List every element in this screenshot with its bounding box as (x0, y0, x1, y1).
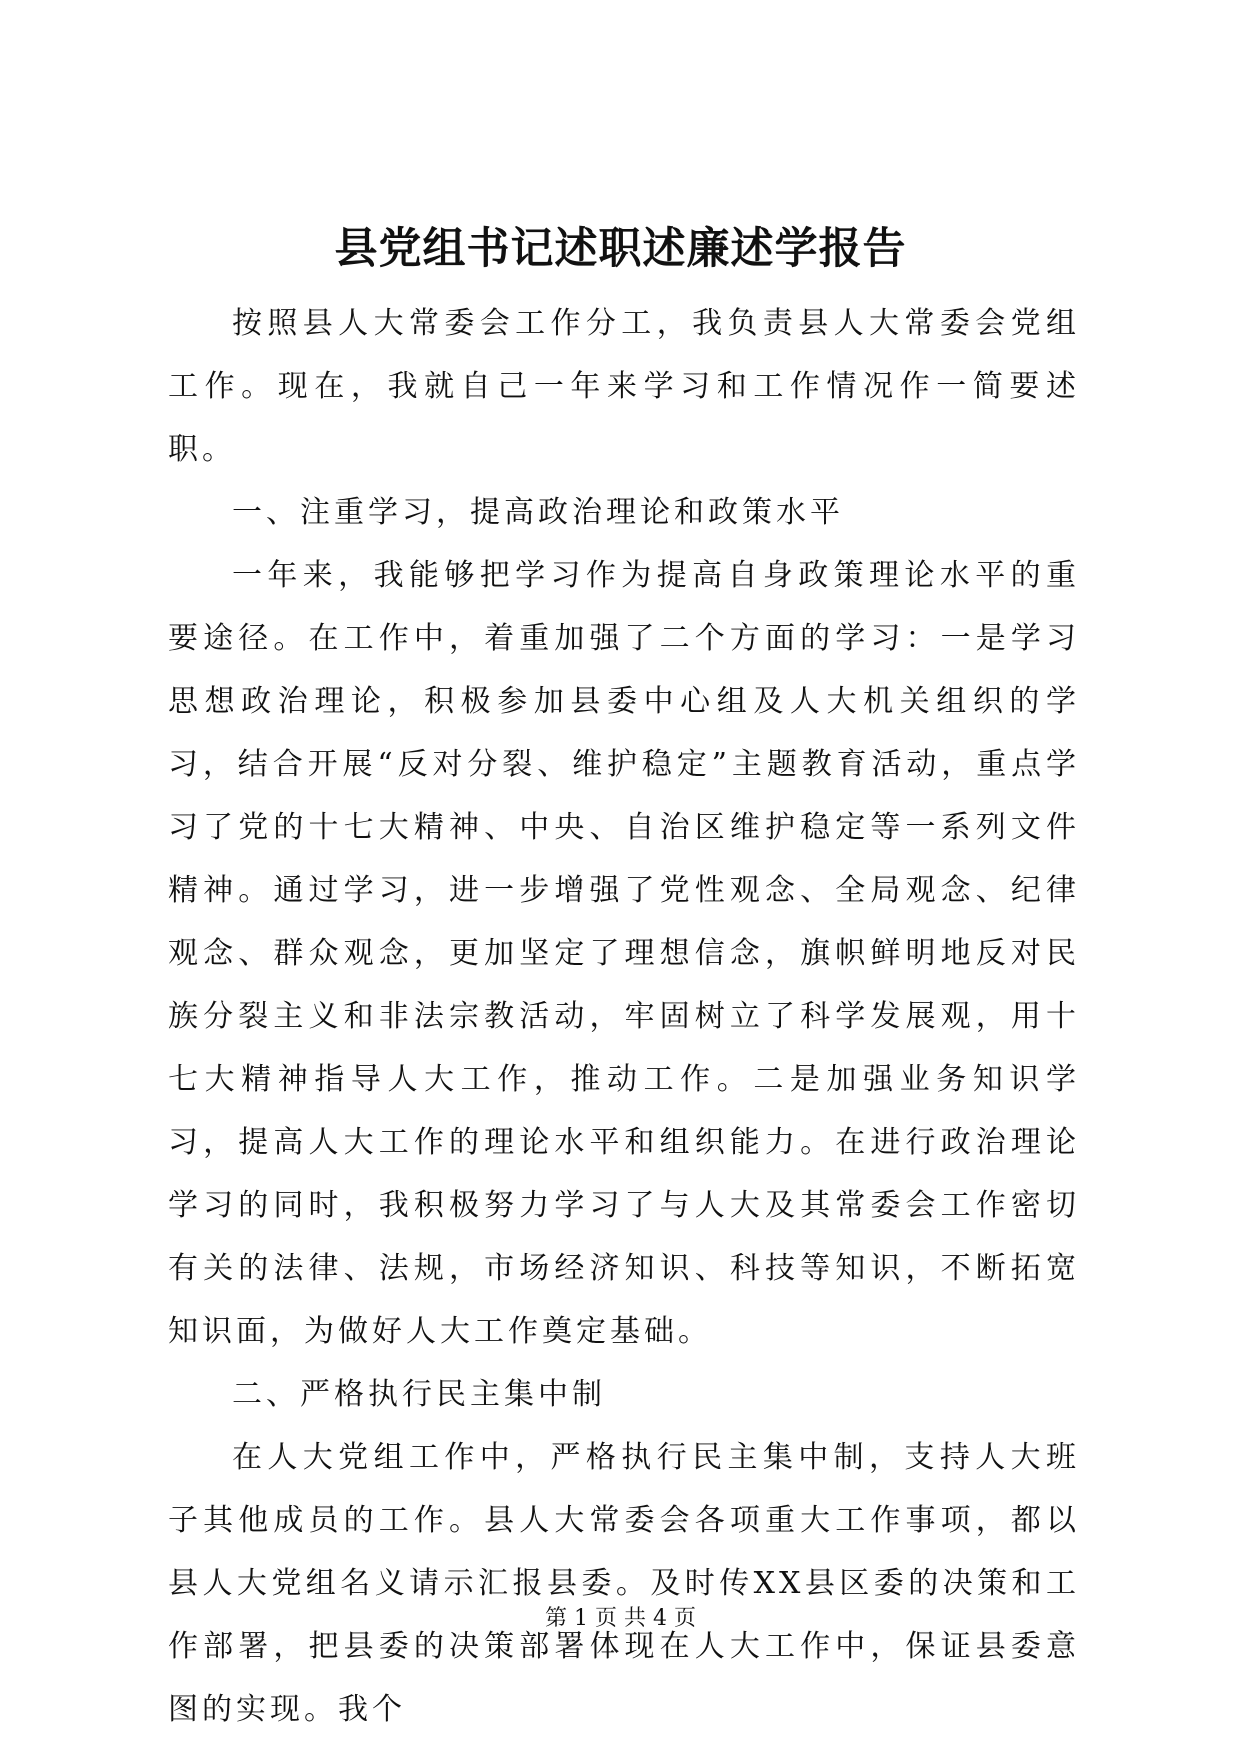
section-heading-1: 一、注重学习，提高政治理论和政策水平 (232, 495, 844, 530)
section-heading-2: 二、严格执行民主集中制 (232, 1377, 606, 1412)
page-footer: 第 1 页 共 4 页 (545, 1606, 696, 1631)
paragraph-democratic-centralism: 在人大党组工作中，严格执行民主集中制，支持人大班子其他成员的工作。县人大常委会各项重大工作事项，都以县人大党组名义请示汇报县委。及时传XX县区委的决策和工作部署，把县委的决策部署体现在人大工作中，保证县委意图的实现。我个 (168, 1440, 1080, 1727)
paragraph-study: 一年来，我能够把学习作为提高自身政策理论水平的重要途径。在工作中，着重加强了二个方面的学习：一是学习思想政治理论，积极参加县委中心组及人大机关组织的学习，结合开展“反对分裂、维护稳定”主题教育活动，重点学习了党的十七大精神、中央、自治区维护稳定等一系列文件精神。通过学习，进一步增强了党性观念、全局观念、纪律观念、群众观念，更加坚定了理想信念，旗帜鲜明地反对民族分裂主义和非法宗教活动，牢固树立了科学发展观，用十七大精神指导人大工作，推动工作。二是加强业务知识学习，提高人大工作的理论水平和组织能力。在进行政治理论学习的同时，我积极努力学习了与人大及其常委会工作密切有关的法律、法规，市场经济知识、科技等知识，不断拓宽知识面，为做好人大工作奠定基础。 (168, 558, 1080, 1349)
paragraph-intro: 按照县人大常委会工作分工，我负责县人大常委会党组工作。现在，我就自己一年来学习和工作情况作一简要述职。 (168, 306, 1080, 467)
document-title: 县党组书记述职述廉述学报告 (334, 224, 907, 274)
document-body (168, 292, 1080, 1741)
